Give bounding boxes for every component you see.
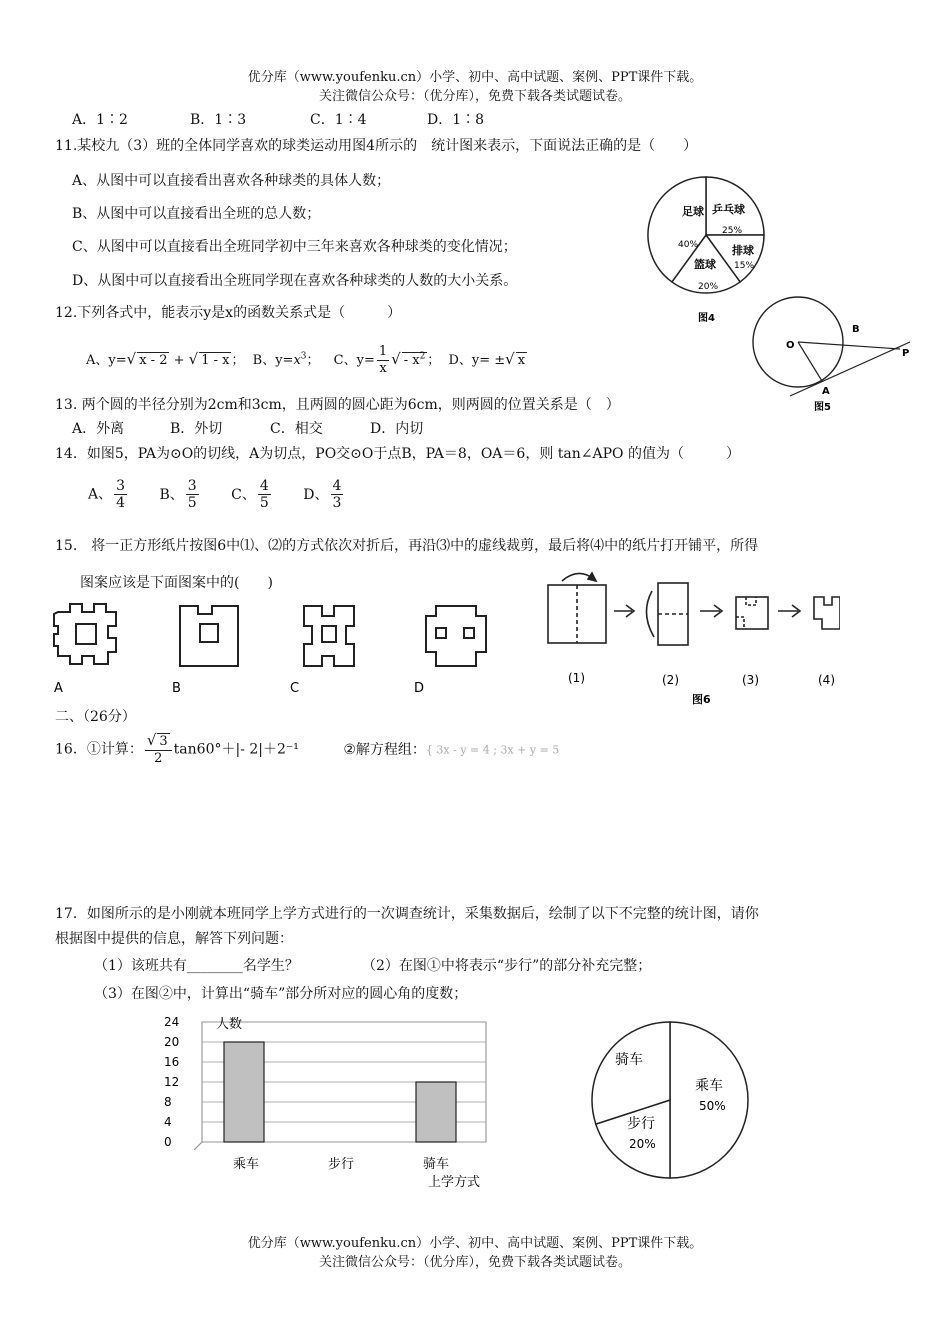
fig5-line-op <box>798 342 900 349</box>
q14-option-d-den: 3 <box>332 495 342 511</box>
q14-option-c-prefix: C、 <box>231 486 256 503</box>
pie2-value-bus: 50% <box>699 1099 726 1113</box>
fold-arrow-1 <box>614 605 634 617</box>
q13-option-d: D．内切 <box>370 421 424 437</box>
site-footer-line1: 优分库（www.youfenku.cn）小学、初中、高中试题、案例、PPT课件下载。 <box>247 1236 703 1251</box>
q10-option-d: D．1∶8 <box>427 112 485 128</box>
q10-option-a: A．1∶2 <box>72 112 128 128</box>
q14-option-b-prefix: B、 <box>159 486 184 503</box>
fig5-line-pa <box>790 342 910 396</box>
q12-c-exp: 2 <box>419 351 426 362</box>
q12-b-exp: 3 <box>300 351 307 362</box>
bar-ytick-12: 12 <box>164 1075 180 1089</box>
q17-sub3: （3）在图②中，计算出“骑车”部分所对应的圆心角的度数； <box>94 986 468 1002</box>
q12-b-end: ； <box>306 353 320 368</box>
bar-ylabel: 人数 <box>216 1017 243 1032</box>
q14-option-a-prefix: A、 <box>88 486 113 503</box>
bar-xlabel-2: 骑车 <box>423 1157 450 1172</box>
q15-pattern-choices <box>50 600 490 700</box>
q16-part2: ②解方程组： <box>343 741 426 758</box>
q12-c-prefix: C、y= <box>333 353 375 368</box>
fold-arrow-2 <box>700 605 722 617</box>
q11-stem: 11.某校九（3）班的全体同学喜欢的球类运动用图4所示的 统计图来表示，下面说法正确的是（ ） <box>55 138 698 154</box>
q16-part1-expr: tan60°＋|- 2|＋2⁻¹ <box>173 741 299 758</box>
q12-d-radicand: x <box>517 353 526 368</box>
q12-d-prefix: D、y= ± <box>448 353 506 368</box>
q13-option-c: C．相交 <box>270 421 323 437</box>
site-footer-line2: 关注微信公众号：（优分库），免费下载各类试题试卷。 <box>318 1255 631 1270</box>
q12-c-end: ； <box>427 353 441 368</box>
q16: 16．①计算： $\frac{√ 3}{2}$ tan60°＋|- 2|＋2⁻¹ ②解方程组：{ 3x - y = 4 ; 3x + y = 5 <box>55 731 560 766</box>
pattern-d-hole-right <box>464 628 474 638</box>
fig4-caption: 图4 <box>698 313 715 324</box>
pattern-c-shape <box>304 606 354 666</box>
q14-option-b-den: 5 <box>187 495 197 511</box>
q13-option-a: A．外离 <box>72 421 125 437</box>
site-header-line2: 关注微信公众号：（优分库），免费下载各类试题试卷。 <box>318 89 631 104</box>
fig5-point-o: O <box>786 340 795 351</box>
pattern-b-hole <box>200 624 218 642</box>
bar-ytick-20: 20 <box>164 1035 180 1049</box>
bar-xaxis-title: 上学方式 <box>428 1175 481 1190</box>
figure-5-circle-tangent <box>740 286 920 416</box>
bar-xlabel-1: 步行 <box>328 1157 355 1172</box>
q17-sub2: （2）在图①中将表示“步行”的部分补充完整； <box>362 958 652 974</box>
pattern-a-hole <box>76 624 96 644</box>
fold-arrow-3 <box>778 605 800 617</box>
q16-part1-prefix: 16．①计算： <box>55 741 143 758</box>
q13-stem: 13. 两个圆的半径分别为2cm和3cm，且两圆的圆心距为6cm，则两圆的位置关系是（ ） <box>55 397 620 413</box>
q11-option-a: A、从图中可以直接看出喜欢各种球类的具体人数； <box>72 173 391 189</box>
pie2-label-bike: 骑车 <box>615 1052 643 1068</box>
bar-axis-skew <box>194 1142 202 1150</box>
bar-ytick-8: 8 <box>164 1095 172 1109</box>
q16-frac-num: 3 <box>159 734 168 749</box>
fig5-point-b: B <box>852 324 860 335</box>
bar-ytick-4: 4 <box>164 1115 172 1129</box>
q12-b-prefix: B、y= <box>252 353 294 368</box>
q14-option-c-num: 4 <box>259 478 269 494</box>
q14-option-b-num: 3 <box>187 478 197 494</box>
q12-a-end: ； <box>231 353 245 368</box>
figure-6-folding-steps <box>540 565 840 715</box>
pattern-label-a: A <box>54 681 63 696</box>
q14-option-a-den: 4 <box>116 495 126 511</box>
q17-stem-line2: 根据图中提供的信息，解答下列问题： <box>55 931 293 947</box>
bar-2 <box>416 1082 456 1142</box>
q17-stem-line1: 17．如图所示的是小刚就本班同学上学方式进行的一次调查统计，采集数据后，绘制了以下不完整的统计图，请你 <box>55 906 759 922</box>
figure-2-pie-chart <box>585 1010 755 1180</box>
q14-option-a-num: 3 <box>116 478 126 494</box>
q12-options: A、y=√ x - 2 + √ 1 - x ； B、$y=x^3$； C、y= $\frac{1}{x}$ √ - $x^2$ ； D、y= ±√ x <box>86 344 526 376</box>
bar-0 <box>224 1042 264 1142</box>
q12-a-plus: + <box>173 353 185 368</box>
pie2-label-bus: 乘车 <box>695 1078 723 1094</box>
bar-ytick-24: 24 <box>164 1015 180 1029</box>
q11-option-b: B、从图中可以直接看出全班的总人数； <box>72 206 321 222</box>
figure-1-bar-chart <box>160 1010 500 1195</box>
fig4-label-basketball: 篮球 <box>694 258 716 271</box>
q12-b-base: x <box>293 353 301 368</box>
q14-stem: 14．如图5，PA为⊙O的切线，A为切点，PO交⊙O于点B，PA＝8，OA＝6，则 tan∠APO 的值为（ ） <box>55 446 740 462</box>
q13-option-b: B．外切 <box>170 421 223 437</box>
fig4-label-volleyball: 排球 <box>732 244 754 257</box>
bar-ytick-0: 0 <box>164 1135 172 1149</box>
bar-xlabel-0: 乘车 <box>233 1157 260 1172</box>
pattern-d-hole-left <box>436 628 446 638</box>
fig5-caption: 图5 <box>814 402 831 413</box>
bar-ytick-16: 16 <box>164 1055 180 1069</box>
q14-option-d-num: 4 <box>332 478 342 494</box>
q16-frac-den: 2 <box>154 751 163 766</box>
fig4-value-pingpong: 25% <box>722 226 743 236</box>
q11-option-c: C、从图中可以直接看出全班同学初中三年来喜欢各种球类的变化情况； <box>72 239 517 255</box>
q12-c-den: x <box>379 361 387 376</box>
q14-option-c-den: 5 <box>259 495 269 511</box>
q17-sub1: （1）该班共有________名学生？ <box>94 958 299 974</box>
q12-c-radicand: - x <box>403 353 420 368</box>
fig5-line-oa <box>798 342 822 381</box>
q12-stem: 12.下列各式中，能表示y是x的函数关系式是（ ） <box>55 305 402 321</box>
q14-options <box>88 478 345 511</box>
fig5-point-a: A <box>822 386 830 397</box>
pattern-a-shape <box>54 604 116 664</box>
pie2-value-walk: 20% <box>629 1137 656 1151</box>
pattern-b-shape <box>180 606 238 666</box>
pattern-c-hole <box>322 626 336 642</box>
q12-c-num: 1 <box>378 344 388 359</box>
fold-label-2: (2) <box>662 673 679 687</box>
q16-system: { 3x - y = 4 ; 3x + y = 5 <box>425 743 560 757</box>
fold-step-1-arrowhead <box>588 573 596 581</box>
pie2-label-walk: 步行 <box>627 1116 655 1132</box>
fold-label-1: (1) <box>568 671 585 685</box>
fig4-value-football: 40% <box>678 240 699 250</box>
fig5-point-p: P <box>902 348 910 359</box>
site-header-line1: 优分库（www.youfenku.cn）小学、初中、高中试题、案例、PPT课件下载。 <box>247 70 703 85</box>
fold-step-2-arrow <box>646 591 654 637</box>
q11-option-d: D、从图中可以直接看出全班同学现在喜欢各种球类的人数的大小关系。 <box>72 273 518 289</box>
pattern-label-c: C <box>290 681 300 696</box>
fig4-value-basketball: 20% <box>698 282 719 292</box>
q15-stem: 15. 将一正方形纸片按图6中⑴、⑵的方式依次对折后，再沿⑶中的虚线裁剪，最后将⑷中的纸片打开铺平，所得 <box>55 538 759 554</box>
fold-step-3-square <box>736 597 768 629</box>
q12-a-prefix: A、y= <box>86 353 127 368</box>
pattern-label-d: D <box>414 681 425 696</box>
q14-option-d-prefix: D、 <box>303 486 329 503</box>
fold-label-3: (3) <box>742 673 759 687</box>
fold-label-4: (4) <box>818 673 835 687</box>
q12-a-radicand2: 1 - x <box>201 353 230 368</box>
q10-option-c: C．1∶4 <box>310 112 367 128</box>
q15-stem2: 图案应该是下面图案中的( ) <box>80 575 273 591</box>
q12-a-radicand1: x - 2 <box>139 353 168 368</box>
fig4-value-volleyball: 15% <box>734 261 755 271</box>
fold-step-3-cut-top <box>746 597 756 605</box>
q10-option-b: B．1∶3 <box>190 112 247 128</box>
pattern-label-b: B <box>172 681 181 696</box>
fig4-label-pingpong: 乒乓球 <box>712 203 745 216</box>
fig4-label-football: 足球 <box>682 205 704 218</box>
fold-step-3-cut-corner <box>736 617 744 627</box>
fig6-caption: 图6 <box>692 693 711 706</box>
fold-step-4-shape <box>814 597 840 629</box>
section-2-title: 二、（26分） <box>55 709 136 725</box>
